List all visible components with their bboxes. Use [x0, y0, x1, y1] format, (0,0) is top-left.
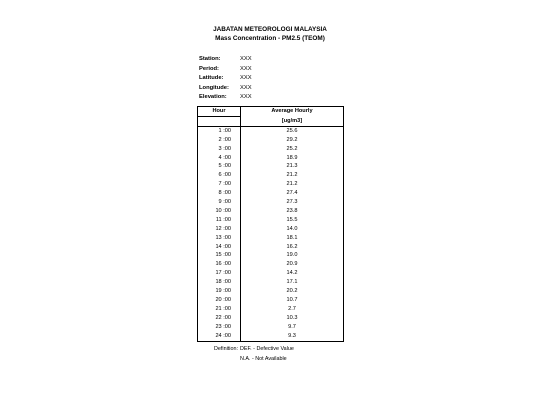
meta-value: XXX — [240, 94, 252, 100]
meta-value: XXX — [240, 75, 252, 81]
value-cell: 20.9 — [241, 260, 344, 269]
value-cell: 29.2 — [241, 136, 344, 145]
table-row — [198, 332, 344, 341]
table-row — [198, 136, 344, 145]
value-cell: 27.4 — [241, 189, 344, 198]
value-cell: 9.3 — [241, 332, 344, 341]
column-header-unit: [ug/m3] — [241, 116, 344, 126]
value-cell: 23.8 — [241, 207, 344, 216]
meta-label: Elevation: — [199, 94, 227, 100]
hour-cell: 7 :00 — [198, 180, 241, 189]
hour-cell: 6 :00 — [198, 171, 241, 180]
hour-cell: 18 :00 — [198, 278, 241, 287]
table-row — [198, 189, 344, 198]
meta-row-station — [199, 55, 252, 65]
table-row — [198, 162, 344, 171]
hour-cell: 1 :00 — [198, 126, 241, 135]
table-row — [198, 198, 344, 207]
table-row — [198, 269, 344, 278]
table-row — [198, 278, 344, 287]
value-cell: 19.0 — [241, 251, 344, 260]
table-row — [198, 216, 344, 225]
table-body — [198, 126, 344, 341]
value-cell: 27.3 — [241, 198, 344, 207]
hour-cell: 5 :00 — [198, 162, 241, 171]
value-cell: 14.2 — [241, 269, 344, 278]
table-row — [198, 171, 344, 180]
table-row — [198, 287, 344, 296]
hour-cell: 14 :00 — [198, 243, 241, 252]
definition-label: Definition: — [214, 346, 238, 352]
hour-cell: 3 :00 — [198, 145, 241, 154]
hour-cell: 4 :00 — [198, 154, 241, 163]
value-cell: 17.1 — [241, 278, 344, 287]
value-cell: 18.9 — [241, 154, 344, 163]
hourly-data-table — [197, 106, 344, 342]
table-row — [198, 260, 344, 269]
value-cell: 21.2 — [241, 180, 344, 189]
hour-cell: 22 :00 — [198, 314, 241, 323]
meta-label: Station: — [199, 56, 221, 62]
value-cell: 16.2 — [241, 243, 344, 252]
table-row — [198, 314, 344, 323]
definition-row — [214, 355, 294, 365]
hour-cell: 24 :00 — [198, 332, 241, 341]
hour-cell: 23 :00 — [198, 323, 241, 332]
meta-value: XXX — [240, 56, 252, 62]
meta-value: XXX — [240, 65, 252, 72]
table-row — [198, 323, 344, 332]
table-row — [198, 154, 344, 163]
definition-legend — [214, 345, 294, 364]
definition-item: N.A. - Not Available — [240, 355, 287, 362]
value-cell: 18.1 — [241, 234, 344, 243]
meta-label: Period: — [199, 65, 219, 72]
hour-cell: 8 :00 — [198, 189, 241, 198]
value-cell: 25.2 — [241, 145, 344, 154]
value-cell: 9.7 — [241, 323, 344, 332]
meta-row-latitude — [199, 74, 252, 84]
hour-cell: 19 :00 — [198, 287, 241, 296]
meta-value: XXX — [240, 84, 252, 91]
hour-cell: 11 :00 — [198, 216, 241, 225]
report-subtitle: Mass Concentration - PM2.5 (TEOM) — [215, 35, 325, 42]
definition-row — [214, 345, 294, 355]
table-row — [198, 305, 344, 314]
hour-cell: 10 :00 — [198, 207, 241, 216]
hour-cell: 20 :00 — [198, 296, 241, 305]
table-row — [198, 207, 344, 216]
definition-item: DEF. - Defective Value — [240, 346, 294, 352]
meta-row-longitude — [199, 84, 252, 94]
table-row — [198, 180, 344, 189]
hour-cell: 9 :00 — [198, 198, 241, 207]
station-metadata — [199, 55, 252, 103]
hour-cell: 13 :00 — [198, 234, 241, 243]
meta-row-elevation — [199, 93, 252, 103]
value-cell: 21.3 — [241, 162, 344, 171]
column-header-blank — [198, 116, 241, 126]
table-row — [198, 145, 344, 154]
meta-row-period — [199, 65, 252, 75]
table-row — [198, 225, 344, 234]
hour-cell: 2 :00 — [198, 136, 241, 145]
meta-label: Latitude: — [199, 75, 224, 81]
value-cell: 25.6 — [241, 126, 344, 135]
table-row — [198, 251, 344, 260]
table-row — [198, 296, 344, 305]
hour-cell: 21 :00 — [198, 305, 241, 314]
hour-cell: 12 :00 — [198, 225, 241, 234]
table-row — [198, 243, 344, 252]
value-cell: 20.2 — [241, 287, 344, 296]
column-header-hour: Hour — [198, 107, 241, 117]
value-cell: 15.5 — [241, 216, 344, 225]
report-title: JABATAN METEOROLOGI MALAYSIA — [213, 26, 327, 33]
hour-cell: 15 :00 — [198, 251, 241, 260]
hour-cell: 16 :00 — [198, 260, 241, 269]
value-cell: 2.7 — [241, 305, 344, 314]
column-header-average-hourly: Average Hourly — [241, 107, 344, 117]
meta-label: Longitude: — [199, 84, 229, 91]
table-row — [198, 126, 344, 135]
value-cell: 10.7 — [241, 296, 344, 305]
value-cell: 10.3 — [241, 314, 344, 323]
value-cell: 21.2 — [241, 171, 344, 180]
table-row — [198, 234, 344, 243]
hour-cell: 17 :00 — [198, 269, 241, 278]
value-cell: 14.0 — [241, 225, 344, 234]
